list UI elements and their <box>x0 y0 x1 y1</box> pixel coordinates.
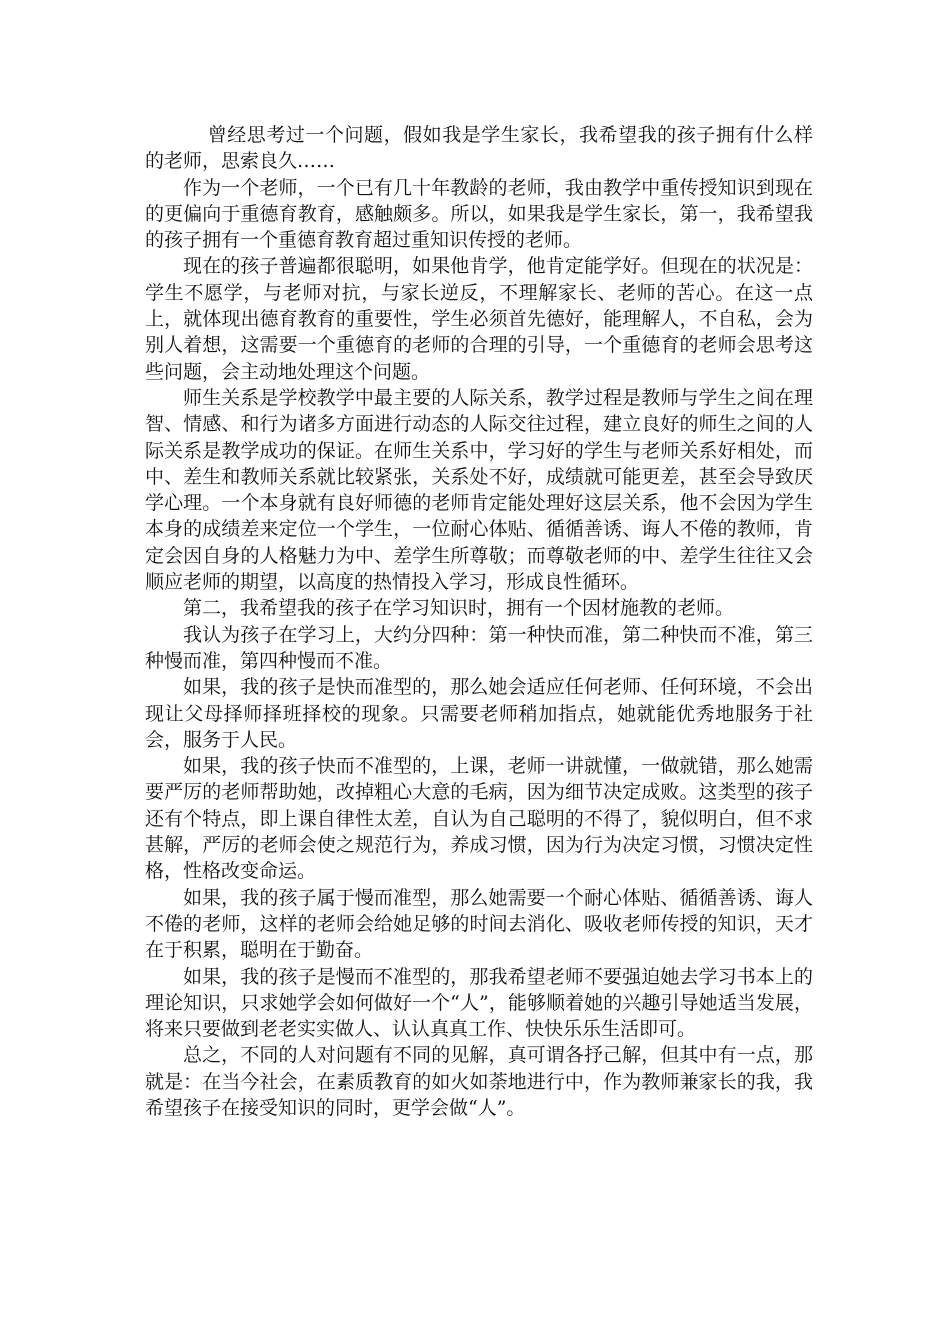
paragraph: 如果，我的孩子是慢而不准型的，那我希望老师不要强迫她去学习书本上的理论知识，只求她学会如何做好一个“人”，能够顺着她的兴趣引导她适当发展，将来只要做到老老实实做人、认认真真工作、快快乐乐生活即可。 <box>145 965 813 1041</box>
paragraph: 我认为孩子在学习上，大约分四种：第一种快而准，第二种快而不准，第三种慢而准，第四种慢而不准。 <box>145 623 813 672</box>
paragraph: 师生关系是学校教学中最主要的人际关系，教学过程是教师与学生之间在理智、情感、和行为诸多方面进行动态的人际交往过程，建立良好的师生之间的人际关系是教学成功的保证。在师生关系中，学习好的学生与老师关系好相处，而中、差生和教师关系就比较紧张，关系处不好，成绩就可能更差，甚至会导致厌学心理。一个本身就有良好师德的老师肯定能处理好这层关系，他不会因为学生本身的成绩差来定位一个学生，一位耐心体贴、循循善诱、诲人不倦的教师，肯定会因自身的人格魅力为中、差学生所尊敬；而尊敬老师的中、差学生往往又会顺应老师的期望，以高度的热情投入学习，形成良性循环。 <box>145 386 813 594</box>
document-body <box>145 122 813 1121</box>
paragraph: 如果，我的孩子快而不准型的，上课，老师一讲就懂，一做就错，那么她需要严厉的老师帮助她，改掉粗心大意的毛病，因为细节决定成败。这类型的孩子还有个特点，即上课自律性太差，自认为自己聪明的不得了，貌似明白，但不求甚解，严厉的老师会使之规范行为，养成习惯，因为行为决定习惯，习惯决定性格，性格改变命运。 <box>145 755 813 883</box>
paragraph: 作为一个老师，一个已有几十年教龄的老师，我由教学中重传授知识到现在的更偏向于重德育教育，感触颇多。所以，如果我是学生家长，第一，我希望我的孩子拥有一个重德育教育超过重知识传授的老师。 <box>145 176 813 252</box>
paragraph: 曾经思考过一个问题，假如我是学生家长，我希望我的孩子拥有什么样的老师，思索良久…… <box>145 124 813 173</box>
paragraph: 现在的孩子普遍都很聪明，如果他肯学，他肯定能学好。但现在的状况是：学生不愿学，与老师对抗，与家长逆反，不理解家长、老师的苦心。在这一点上，就体现出德育教育的重要性，学生必须首先德好，能理解人，不自私，会为别人着想，这需要一个重德育的老师的合理的引导，一个重德育的老师会思考这些问题，会主动地处理这个问题。 <box>145 255 813 383</box>
paragraph: 总之，不同的人对问题有不同的见解，真可谓各抒己解，但其中有一点，那就是：在当今社会，在素质教育的如火如荼地进行中，作为教师兼家长的我，我希望孩子在接受知识的同时，更学会做“人”。 <box>145 1044 813 1119</box>
paragraph: 第二，我希望我的孩子在学习知识时，拥有一个因材施教的老师。 <box>183 597 735 620</box>
paragraph: 如果，我的孩子是快而准型的，那么她会适应任何老师、任何环境，不会出现让父母择师择班择校的现象。只需要老师稍加指点，她就能优秀地服务于社会，服务于人民。 <box>145 676 813 751</box>
paragraph: 如果，我的孩子属于慢而准型，那么她需要一个耐心体贴、循循善诱、诲人不倦的老师，这样的老师会给她足够的时间去消化、吸收老师传授的知识，天才在于积累，聪明在于勤奋。 <box>145 886 813 962</box>
